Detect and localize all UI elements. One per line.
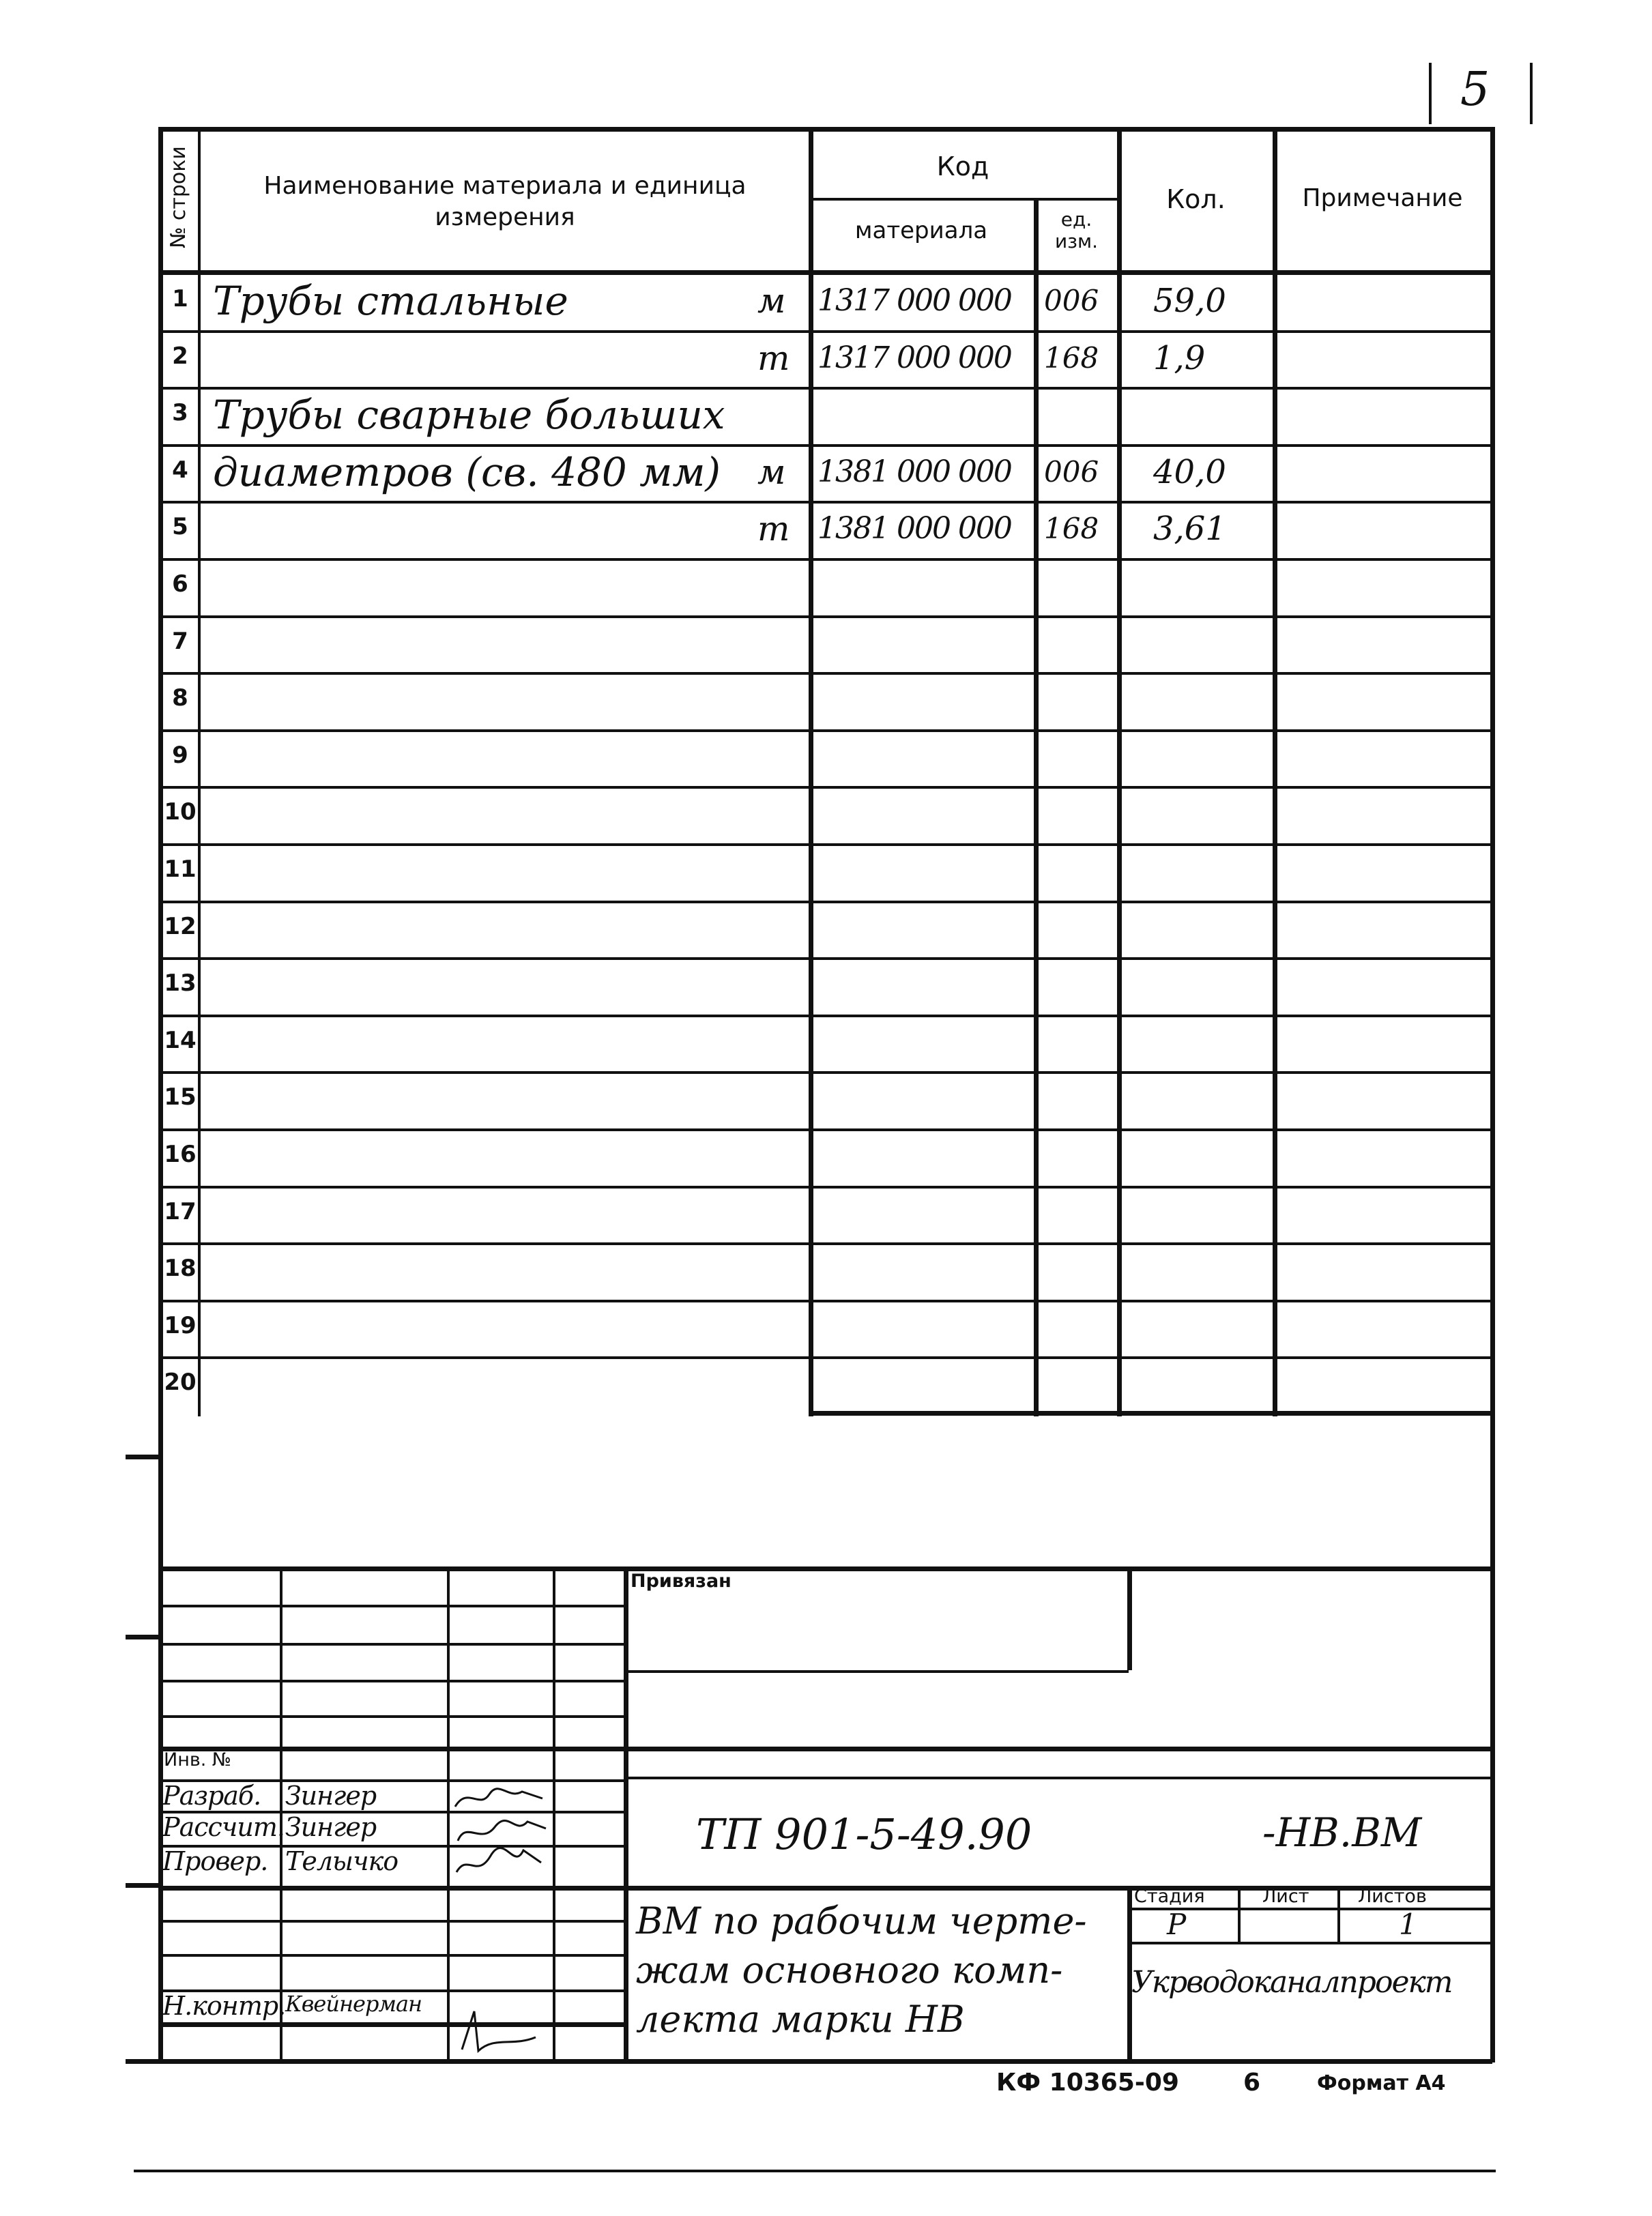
row-unit: м: [757, 281, 786, 321]
staff-name: Зингер: [285, 1781, 377, 1811]
stage-value: Р: [1167, 1908, 1187, 1941]
header-code-label: Код: [936, 151, 989, 181]
row-number: 20: [164, 1369, 197, 1397]
header-name-label: Наименование материала и единица измерения: [263, 172, 747, 231]
row-unit-code: 006: [1044, 454, 1099, 489]
staff-role: Разраб.: [162, 1781, 261, 1811]
row-material-code: 1317 000 000: [817, 340, 1011, 375]
row-number: 15: [164, 1083, 197, 1111]
row-unit-code: 168: [1044, 340, 1099, 375]
doc-suffix: -НВ.ВМ: [1262, 1809, 1422, 1856]
row-number: 12: [164, 912, 197, 940]
row-qty: 59,0: [1153, 282, 1226, 320]
row-number: 5: [172, 513, 188, 541]
stage-label: Стадия: [1134, 1886, 1205, 1907]
attached-label: Привязан: [631, 1571, 731, 1592]
description-line-3: лекта марки НВ: [636, 1998, 965, 2041]
staff-name: Квейнерман: [285, 1991, 422, 2017]
row-number: 19: [164, 1311, 197, 1339]
row-number: 4: [172, 456, 188, 484]
header-row-no-label: № строки: [166, 146, 190, 248]
row-number: 11: [164, 856, 197, 883]
row-number: 18: [164, 1255, 197, 1283]
row-material-code: 1381 000 000: [817, 454, 1011, 489]
format-label: Формат А4: [1317, 2071, 1446, 2095]
row-number: 3: [172, 399, 188, 427]
row-name: Трубы сварные больших: [213, 392, 725, 439]
staff-role: Н.контр.: [162, 1991, 286, 2021]
row-unit-code: 168: [1044, 512, 1099, 546]
row-name: диаметров (св. 480 мм): [213, 448, 721, 495]
row-number: 17: [164, 1197, 197, 1225]
row-material-code: 1317 000 000: [817, 283, 1011, 318]
row-unit-code: 006: [1044, 284, 1099, 317]
header-unit-code-label: ед. изм.: [1054, 208, 1099, 252]
header-note-label: Примечание: [1302, 184, 1463, 212]
row-number: 9: [172, 741, 188, 769]
row-qty: 3,61: [1153, 510, 1226, 549]
description: [636, 1897, 1127, 2044]
sheets-label: Листов: [1358, 1886, 1427, 1907]
row-number: 16: [164, 1141, 197, 1168]
row-number: 2: [172, 342, 188, 370]
staff-role: Провер.: [162, 1846, 268, 1876]
row-number: 8: [172, 684, 188, 712]
copy-code: КФ 10365-09: [996, 2069, 1179, 2097]
row-unit: т: [757, 338, 790, 378]
row-material-code: 1381 000 000: [817, 511, 1011, 546]
row-qty: 40,0: [1153, 452, 1226, 491]
page-number: 5: [1460, 63, 1490, 117]
row-name: Трубы стальные: [213, 278, 568, 324]
staff-name: Зингер: [285, 1812, 377, 1842]
sheet-label: Лист: [1262, 1886, 1309, 1907]
row-number: 14: [164, 1026, 197, 1054]
copy-number: 6: [1243, 2069, 1261, 2097]
row-unit: м: [757, 452, 786, 492]
inv-label: Инв. №: [164, 1749, 232, 1770]
signatures: [447, 1779, 556, 2059]
row-number: 10: [164, 798, 197, 826]
row-number: 7: [172, 627, 188, 655]
row-number: 6: [172, 570, 188, 598]
staff-name: Телычко: [285, 1846, 398, 1876]
row-number: 13: [164, 970, 197, 997]
header-material-label: материала: [854, 217, 988, 244]
row-qty: 1,9: [1153, 338, 1206, 377]
description-line-2: жам основного комп-: [636, 1949, 1063, 1992]
header-qty-label: Кол.: [1166, 184, 1226, 214]
organization: Укрводоканалпроект: [1131, 1965, 1452, 2000]
sheets-value: 1: [1399, 1908, 1417, 1941]
description-line-1: ВМ по рабочим черте-: [636, 1899, 1087, 1942]
staff-role: Рассчит.: [162, 1812, 285, 1842]
doc-code: ТП 901-5-49.90: [696, 1809, 1032, 1859]
row-unit: т: [757, 509, 790, 549]
row-number: 1: [172, 285, 188, 312]
